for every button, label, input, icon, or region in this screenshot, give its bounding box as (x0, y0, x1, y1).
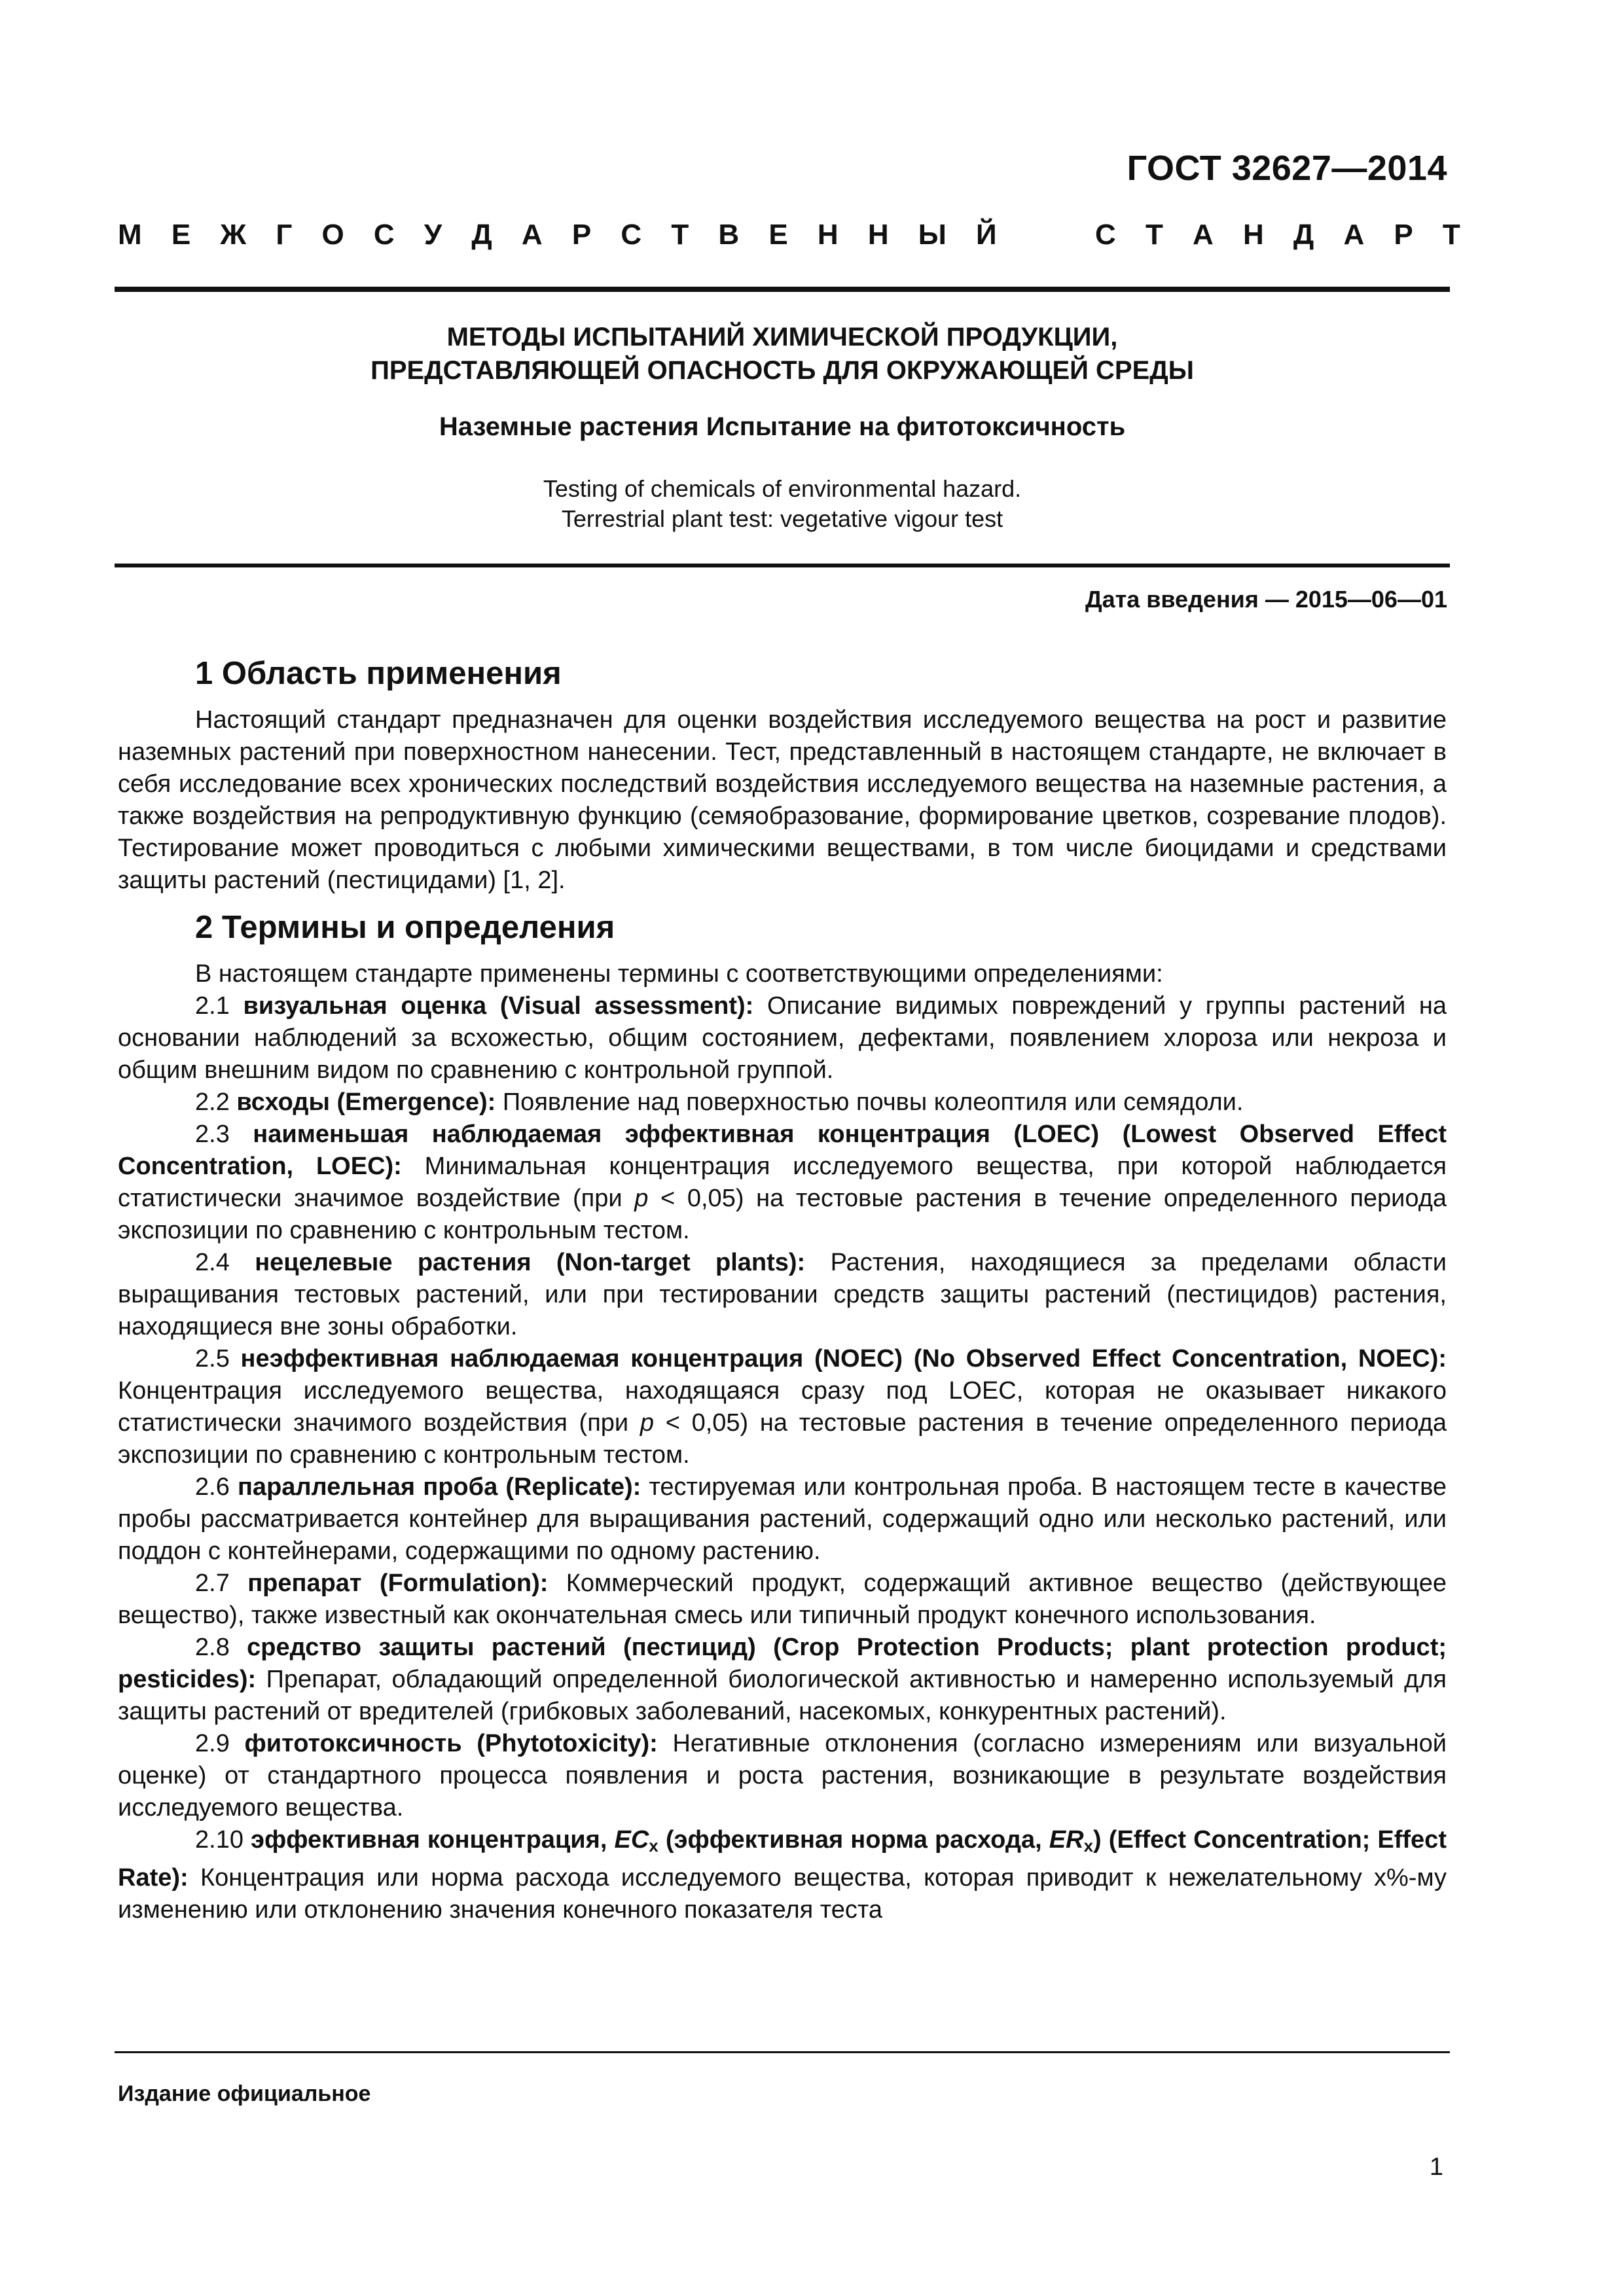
term-number: 2.4 (195, 1249, 255, 1276)
term-title: неэффективная наблюдаемая концентрация (NOEC) (No Observed Effect Concentration, NOEC): (240, 1345, 1447, 1372)
edition-label: Издание официальное (118, 2081, 371, 2106)
banner-letter: О (321, 219, 344, 251)
term-definition: Негативные отклонения (согласно измерениям или визуальной оценке) от стандартного процесса появления и роста растения, возникающие в результате воздействия исследуемого вещества. (118, 1730, 1447, 1821)
banner-letter: Н (1242, 219, 1264, 251)
term-number: 2.9 (195, 1730, 245, 1757)
ec-subscript: x (649, 1836, 659, 1856)
term-entry (118, 1343, 1447, 1471)
banner-letter: Д (471, 219, 492, 251)
term-number: 2.3 (195, 1121, 253, 1148)
term-definition: Концентрация исследуемого вещества, находящаяся сразу под LOEC, которая не оказывает никакого статистически значимого воздействия (при (118, 1377, 1447, 1437)
banner-letter: Р (1394, 219, 1413, 251)
banner-letter: Г (276, 219, 293, 251)
er-subscript: x (1083, 1836, 1094, 1856)
term-definition: Препарат, обладающий определенной биологической активностью и намеренно используемый для защиты растений от вредителей (грибковых заболеваний, насекомых, конкурентных растений). (118, 1666, 1447, 1725)
document-number: ГОСТ 32627—2014 (1127, 149, 1447, 188)
title-line-1: МЕТОДЫ ИСПЫТАНИЙ ХИМИЧЕСКОЙ ПРОДУКЦИИ, (446, 323, 1118, 351)
term-entry (118, 1728, 1447, 1824)
term-entry (118, 1632, 1447, 1728)
term-title-part: (эффективная норма расхода, (658, 1826, 1049, 1854)
term-definition: < 0,05) на тестовые растения в течение определенного периода экспозиции по сравнению с контрольным тестом. (118, 1409, 1447, 1469)
footer-rule (115, 2051, 1450, 2053)
banner-letter: Ы (918, 219, 947, 251)
terms-list (118, 990, 1447, 1824)
introduction-date: Дата введения — 2015—06—01 (1085, 586, 1447, 613)
term-title: наименьшая наблюдаемая эффективная концентрация (LOEC) (Lowest Observed Effect Concentration, LOEC): (118, 1121, 1447, 1180)
banner-letter: Н (867, 219, 889, 251)
banner-letter: Т (671, 219, 689, 251)
term-number: 2.6 (195, 1473, 238, 1501)
term-definition: тестируемая или контрольная проба. В настоящем тесте в качестве пробы рассматривается контейнер для выращивания растений, содержащий одно или несколько растений, или поддон с контейнерами, содержащими по одному растению. (118, 1473, 1447, 1565)
term-definition: < 0,05) на тестовые растения в течение определенного периода экспозиции по сравнению с контрольным тестом. (118, 1185, 1447, 1244)
term-definition: Коммерческий продукт, содержащий активное вещество (действующее вещество), также известный как окончательная смесь или типичный продукт конечного использования. (118, 1570, 1447, 1629)
banner-letter: Н (817, 219, 839, 251)
term-definition: Растения, находящиеся за пределами области выращивания тестовых растений, или при тестировании средств защиты растений (пестицидов) растения, находящиеся вне зоны обработки. (118, 1249, 1447, 1340)
section-2-intro: В настоящем стандарте применены термины с соответствующими определениями: (195, 960, 1163, 988)
term-number: 2.7 (195, 1570, 248, 1597)
term-title: фитотоксичность (Phytotoxicity): (244, 1730, 658, 1757)
term-definition: Минимальная концентрация исследуемого вещества, при которой наблюдается статистически значимое воздействие (при (118, 1153, 1447, 1212)
term-number: 2.10 (195, 1826, 251, 1854)
banner-letter: А (1193, 219, 1214, 251)
banner-letter: М (118, 219, 142, 251)
term-title: всходы (Emergence): (236, 1088, 496, 1116)
banner-word-gap (1026, 219, 1066, 251)
term-entry (118, 1568, 1447, 1632)
banner-letter: С (621, 219, 642, 251)
banner-letter: А (1343, 219, 1365, 251)
page-number: 1 (1429, 2153, 1443, 2181)
banner-letter: С (1094, 219, 1116, 251)
english-title-line-1: Testing of chemicals of environmental hazard. (543, 475, 1022, 502)
term-number: 2.2 (195, 1088, 237, 1116)
term-number: 2.1 (195, 992, 244, 1020)
banner-letter: Й (976, 219, 997, 251)
er-symbol: ER (1049, 1826, 1084, 1854)
banner-letter: Е (171, 219, 191, 251)
term-2-10 (118, 1824, 1447, 1926)
term-definition: Описание видимых повреждений у группы растений на основании наблюдений за всхожестью, общим состоянием, дефектами, появлением хлороза или некроза и общим внешним видом по сравнению с контрольной группой. (118, 992, 1447, 1084)
term-title: препарат (Formulation): (247, 1570, 549, 1597)
term-title-part: ) (Effect Concentration; Effect Rate): (118, 1826, 1447, 1892)
banner-letter: Д (1293, 219, 1314, 251)
term-title: средство защиты растений (пестицид) (Crop Protection Products; plant protection product; pesticides): (118, 1634, 1447, 1693)
term-definition: Появление над поверхностью почвы колеоптиля или семядоли. (496, 1088, 1244, 1116)
banner-letter: Ж (220, 219, 247, 251)
term-title: нецелевые растения (Non-target plants): (255, 1249, 806, 1276)
term-number: 2.5 (195, 1345, 241, 1372)
banner-letter: Р (571, 219, 592, 251)
document-body (118, 652, 1447, 1926)
document-title (115, 321, 1450, 387)
banner-letter: А (521, 219, 543, 251)
term-entry (118, 1119, 1447, 1247)
banner-letter: У (424, 219, 442, 251)
banner-letter: В (718, 219, 740, 251)
term-title: визуальная оценка (Visual assessment): (243, 992, 754, 1020)
section-1-heading: 1 Область применения (195, 656, 562, 691)
term-entry (118, 1247, 1447, 1343)
term-title-part: эффективная концентрация, (251, 1826, 615, 1854)
term-title: параллельная проба (Replicate): (237, 1473, 641, 1501)
p-symbol: p (634, 1185, 649, 1212)
title-rule (115, 564, 1450, 567)
p-symbol: p (640, 1409, 654, 1437)
section-2-heading: 2 Термины и определения (195, 910, 615, 945)
section-1-text: Настоящий стандарт предназначен для оценки воздействия исследуемого вещества на рост и развитие наземных растений при поверхностном нанесении. Тест, представленный в настоящем стандарте, не включает в себя исследование всех хронических последствий воздействия исследуемого вещества на наземные растения, а также воздействия на репродуктивную функцию (семяобразование, формирование цветков, созревание плодов). Тестирование может проводиться с любыми химическими веществами, в том числе биоцидами и средствами защиты растений (пестицидами) [1, 2]. (118, 706, 1447, 894)
english-title-line-2: Terrestrial plant test: vegetative vigour test (561, 505, 1003, 532)
title-line-2: ПРЕДСТАВЛЯЮЩЕЙ ОПАСНОСТЬ ДЛЯ ОКРУЖАЮЩЕЙ СРЕДЫ (370, 356, 1194, 385)
ec-symbol: EC (614, 1826, 649, 1854)
header-rule (115, 287, 1450, 292)
term-entry (118, 1471, 1447, 1568)
banner-letter: С (373, 219, 395, 251)
term-entry (118, 1086, 1447, 1119)
banner-letter: Т (1442, 219, 1460, 251)
document-subtitle: Наземные растения Испытание на фитотоксичность (439, 412, 1126, 441)
term-entry (118, 990, 1447, 1086)
term-number: 2.8 (195, 1634, 247, 1661)
banner-letter: Е (768, 219, 788, 251)
english-title (115, 474, 1450, 534)
banner-letter: Т (1145, 219, 1163, 251)
term-definition: Концентрация или норма расхода исследуемого вещества, которая приводит к нежелательному х%-му изменению или отклонению значения конечного показателя теста (118, 1864, 1447, 1924)
standard-banner (118, 219, 1460, 251)
